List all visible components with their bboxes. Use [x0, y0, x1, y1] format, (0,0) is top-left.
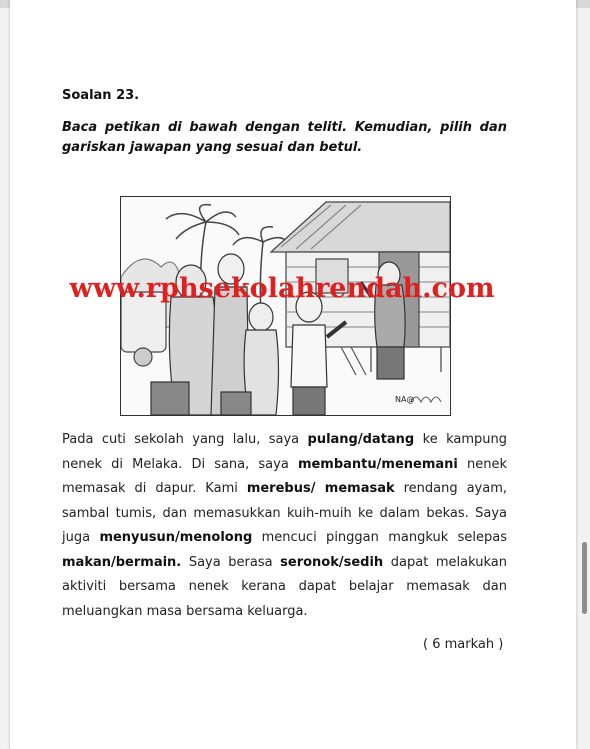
option-6[interactable]: seronok/sedih [280, 554, 384, 570]
question-title: Soalan 23. [62, 88, 140, 103]
scrollbar-thumb[interactable] [582, 542, 587, 614]
marks-label: ( 6 markah ) [423, 637, 504, 652]
option-4[interactable]: menyusun/menolong [99, 530, 253, 545]
option-2[interactable]: membantu/menemani [297, 456, 458, 472]
watermark-text: www.rphsekolahrendah.com [69, 273, 495, 304]
artist-signature: NA@ [395, 395, 415, 404]
question-instruction: Baca petikan di bawah dengan teliti. Kemudian, pilih dan gariskan jawapan yang sesuai dan betul. [62, 120, 507, 155]
option-1[interactable]: pulang/datang [307, 432, 415, 447]
option-3[interactable]: merebus/ memasak [246, 481, 395, 496]
illustration-village-family [120, 196, 451, 416]
passage-text: Pada cuti sekolah yang lalu, saya pulang/datang ke kampung nenek di Melaka. Di sana, saya membantu/menemani nenek memasak di dapur. Kami merebus/ memasak rendang ayam, sambal tumis, dan memasukkan kuih-muih ke dalam bekas. Saya juga menyusun/menolong mencuci pinggan mangkuk selepas makan/bermain. Saya berasa seronok/sedih dapat melakukan aktiviti bersama nenek kerana dapat belajar memasak dan meluangkan masa bersama keluarga. [62, 432, 508, 619]
option-5[interactable]: makan/bermain. [62, 554, 182, 570]
